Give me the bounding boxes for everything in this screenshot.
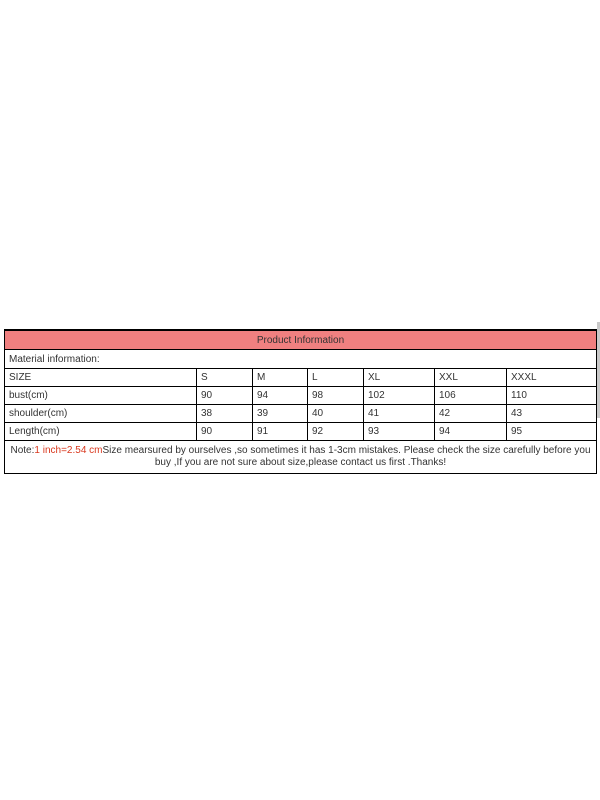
table-cell: 95 (507, 423, 597, 441)
size-header-cell: S (197, 369, 253, 387)
table-cell: 93 (364, 423, 435, 441)
product-information-table (4, 329, 597, 474)
title-row (5, 330, 597, 350)
note-prefix: Note: (10, 445, 35, 456)
size-header-row (5, 369, 597, 387)
size-header-cell: XXXL (507, 369, 597, 387)
size-header-cell: SIZE (5, 369, 197, 387)
note-inch-conversion: 1 inch=2.54 cm (34, 445, 103, 456)
table-cell: 102 (364, 387, 435, 405)
table-cell: 41 (364, 405, 435, 423)
material-label: Material information: (5, 350, 597, 369)
table-cell: 39 (253, 405, 308, 423)
table-cell: 40 (308, 405, 364, 423)
row-label-cell: bust(cm) (5, 387, 197, 405)
size-header-cell: L (308, 369, 364, 387)
table-cell: 91 (253, 423, 308, 441)
table-row (5, 405, 597, 423)
row-label-cell: Length(cm) (5, 423, 197, 441)
table-cell: 90 (197, 423, 253, 441)
size-header-cell: M (253, 369, 308, 387)
table-cell: 43 (507, 405, 597, 423)
table-cell: 110 (507, 387, 597, 405)
table-cell: 42 (435, 405, 507, 423)
note-body: Size mearsured by ourselves ,so sometimes it has 1-3cm mistakes. Please check the size carefully before you buy ,If you are not sure about size,please contact us first .Thanks! (102, 445, 591, 468)
table-cell: 38 (197, 405, 253, 423)
note-row (5, 441, 597, 474)
size-header-cell: XL (364, 369, 435, 387)
row-label-cell: shoulder(cm) (5, 405, 197, 423)
table-row (5, 423, 597, 441)
table-row (5, 387, 597, 405)
size-header-cell: XXL (435, 369, 507, 387)
table-title: Product Information (5, 330, 597, 350)
table-cell: 106 (435, 387, 507, 405)
table-cell: 98 (308, 387, 364, 405)
table-cell: 92 (308, 423, 364, 441)
table-cell: 94 (435, 423, 507, 441)
table-cell: 94 (253, 387, 308, 405)
size-note (5, 441, 597, 474)
table-cell: 90 (197, 387, 253, 405)
material-row (5, 350, 597, 369)
